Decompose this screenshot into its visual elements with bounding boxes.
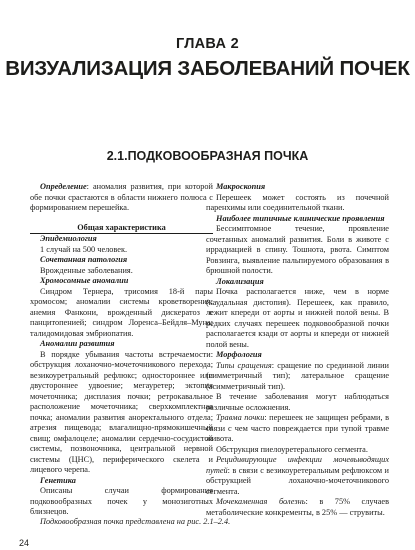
obstruction-text: Обструкция пиелоуретерального сегмента. [216, 444, 368, 454]
definition-lead: Определение [40, 182, 87, 191]
stone-paragraph [206, 497, 389, 518]
infection-text: : в связи с везикоуретеральным рефлюксом и обструкцией лоханочно-мочеточникового сегмента. [206, 465, 389, 496]
left-column [30, 182, 213, 518]
section-title: 2.1.ПОДКОВООБРАЗНАЯ ПОЧКА [106, 149, 309, 163]
fusion-text: : сращение по срединной линии (симметричный тип); латеральное сращение (асимметричный тип). [206, 360, 389, 391]
chapter-number: ГЛАВА 2 [176, 36, 239, 52]
genetics-text: Описаны случаи формирования подковообразных почек у монозиготных близнецов. [30, 486, 213, 516]
figure-caption: Подковообразная почка представлена на рис. 2.1–2.4. [40, 517, 231, 526]
chromosomal-text: Синдром Тернера, трисомия 18-й пары хромосом; аномалии системы кроветворения: анемия Фанкони, врожденный дискератоз с панцитопенией; синдром Лоренса–Бейдля–Муна; талидомидовая эмбриопатия. [30, 286, 213, 338]
right-column [206, 182, 389, 518]
general-heading: Общая характеристика [77, 222, 166, 232]
epidemiology-heading: Эпидемиология [40, 234, 97, 243]
pathology-text: Врожденные заболевания. [40, 265, 133, 275]
stone-text: : в 75% случаев метаболические конкременты, в 25% — струвиты. [206, 497, 389, 517]
anomalies-heading: Аномалии развития [40, 339, 115, 348]
macroscopy-text: Перешеек может состоять из почечной паренхимы или соединительной ткани. [206, 192, 389, 212]
trauma-text: : перешеек не защищен ребрами, в связи с чем часто повреждается при тупой травме живота. [206, 413, 389, 443]
macroscopy-heading: Макроскопия [216, 182, 266, 191]
anomalies-text: В порядке убывания частоты встречаемости: обструкция лоханочно-мочеточникового перехода; везикоуретральный рефлюкс; одностороннее или двустороннее удвоение; мегауретер; эктопия мочеточника; дисплазия почки; ретрокавальное расположение мочеточника; сверхкомплектная почка; аномалии развития аноректального отдела; атрезия пищевода; влагалищно-прямокишечный свищ; омфалоцеле; аномалии сердечно-сосудистой системы, позвоночника, центральной нервной системы (ЦНС), периферического скелета и лицевого черепа. [30, 349, 213, 474]
trauma-paragraph [206, 413, 389, 445]
page-number: 24 [19, 538, 30, 548]
localization-heading: Локализация [216, 276, 264, 286]
stone-lead: Мочекаменная болезнь [216, 497, 306, 506]
manifestations-heading: Наиболее типичные клинические проявления [216, 213, 385, 223]
genetics-heading: Генетика [40, 475, 76, 485]
manifestations-text: Бессимптомное течение, проявление сочетанных аномалий развития. Боли в животе с иррадиацией в спину. Тошнота, рвота. Симптом Ровзинга, выявление пальпируемого образования в брюшной полости. [206, 224, 389, 275]
complications-text: В течение заболевания могут наблюдаться различные осложнения. [206, 392, 389, 412]
fusion-paragraph [206, 361, 389, 393]
epidemiology-text: 1 случай на 500 человек. [40, 244, 128, 254]
definition-paragraph [30, 182, 213, 214]
chromosomal-heading: Хромосомные аномалии [40, 276, 129, 285]
infection-lead: Рецидивирующие инфекции мочевыводящих путей [206, 455, 389, 475]
trauma-lead: Травма почки [216, 413, 265, 422]
definition-text: : аномалия развития, при которой обе почки срастаются в области нижнего полюса с формированием перешейка. [30, 182, 213, 212]
localization-text: Почка располагается ниже, чем в норме (каудальная дистопия). Перешеек, как правило, лежит кпереди от аорты и нижней полой вены. В редких случаях перешеек подковообразной почки располагается кзади от аорты и кпереди от нижней полой вены. [206, 287, 389, 349]
fusion-lead: Типы сращения [216, 360, 272, 370]
infection-paragraph [206, 455, 389, 497]
morphology-heading: Морфология [216, 350, 262, 359]
pathology-heading: Сочетанная патология [40, 255, 128, 264]
chapter-title: ВИЗУАЛИЗАЦИЯ ЗАБОЛЕВАНИЙ ПОЧЕК [5, 57, 410, 80]
